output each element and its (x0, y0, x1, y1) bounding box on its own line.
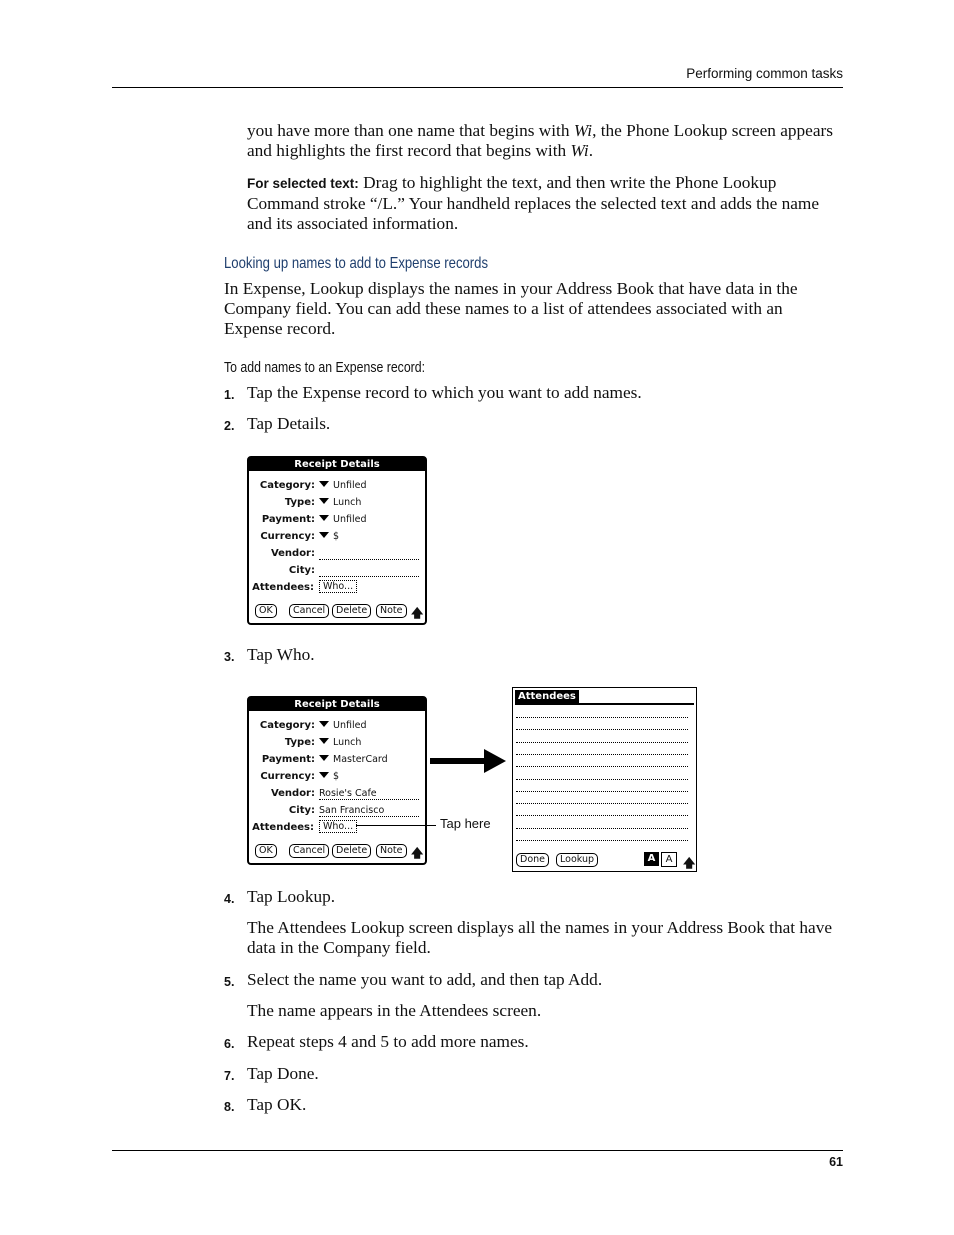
payment-row[interactable] (249, 514, 425, 530)
field-label: Attendees: (252, 822, 314, 833)
step-number: 7. (224, 1069, 235, 1083)
field-label: Category: (259, 720, 315, 731)
intro-paragraph (247, 121, 843, 161)
field-value: Unfiled (333, 514, 367, 525)
selected-text-paragraph (247, 173, 843, 234)
field-value: $ (333, 771, 340, 782)
currency-row[interactable] (249, 531, 425, 547)
city-row (249, 565, 425, 581)
step-number: 1. (224, 388, 235, 402)
section-body: In Expense, Lookup displays the names in your Address Book that have data in the Company field. You can add these names to a list of attendees associated with an Expense record. (224, 279, 798, 338)
field-label: Payment: (261, 754, 315, 765)
field-value: Unfiled (333, 480, 367, 491)
note-button[interactable]: Note (376, 844, 407, 858)
vendor-underline (319, 799, 419, 800)
page-footer (112, 1150, 843, 1169)
up-arrow-icon: 🡅 (411, 846, 424, 860)
vendor-field[interactable]: Rosie's Cafe (319, 788, 377, 799)
dropdown-arrow-icon (319, 755, 329, 761)
type-picker[interactable] (319, 497, 361, 508)
attendee-line[interactable] (516, 840, 688, 841)
dropdown-arrow-icon (319, 772, 329, 778)
right-arrow-icon (430, 747, 508, 775)
up-arrow-icon: 🡅 (683, 856, 696, 870)
attendee-line[interactable] (516, 717, 688, 718)
field-label: Category: (259, 480, 315, 491)
field-label: Type: (284, 497, 315, 508)
currency-row[interactable] (249, 771, 425, 787)
vendor-underline (319, 559, 419, 560)
attendee-line[interactable] (516, 828, 688, 829)
button-bar (253, 844, 423, 858)
field-label: Vendor: (270, 548, 315, 559)
payment-picker[interactable] (319, 514, 366, 525)
field-label: Payment: (261, 514, 315, 525)
city-underline (319, 816, 419, 817)
step-note: The Attendees Lookup screen displays all the names in your Address Book that have data in the Company field. (247, 918, 833, 957)
text-run: . (588, 141, 594, 160)
callout-label: Tap here (440, 816, 491, 831)
italic-run: Wi (573, 121, 593, 140)
done-button[interactable]: Done (516, 853, 549, 867)
category-picker[interactable] (319, 480, 366, 491)
italic-run: Wi (570, 141, 589, 160)
field-label: City: (288, 805, 315, 816)
ok-button[interactable]: OK (255, 844, 277, 858)
field-label: Vendor: (270, 788, 315, 799)
uppercase-mode-icon[interactable]: A (644, 852, 659, 866)
step-number: 8. (224, 1100, 235, 1114)
cancel-button[interactable]: Cancel (289, 844, 329, 858)
section-heading: Looking up names to add to Expense records (224, 255, 489, 272)
currency-picker[interactable] (319, 531, 339, 542)
running-header (112, 64, 843, 88)
category-row[interactable] (249, 480, 425, 496)
section-name: Performing common tasks (686, 66, 843, 81)
field-label: Type: (284, 737, 315, 748)
delete-button[interactable]: Delete (332, 844, 371, 858)
field-value: Lunch (333, 737, 362, 748)
type-picker[interactable] (319, 737, 361, 748)
callout-line (356, 825, 436, 826)
field-value: MasterCard (333, 754, 388, 765)
step-note: The name appears in the Attendees screen. (247, 1001, 542, 1020)
step-number: 2. (224, 419, 235, 433)
vendor-row (249, 548, 425, 564)
up-arrow-icon: 🡅 (411, 606, 424, 620)
note-button[interactable]: Note (376, 604, 407, 618)
delete-button[interactable]: Delete (332, 604, 371, 618)
text-run: you have more than one name that begins with (247, 121, 574, 140)
attendee-line[interactable] (516, 742, 688, 743)
field-value: Unfiled (333, 720, 367, 731)
field-value: $ (333, 531, 340, 542)
ok-button[interactable]: OK (255, 604, 277, 618)
attendee-line[interactable] (516, 754, 688, 755)
field-label: Attendees: (252, 582, 314, 593)
dropdown-arrow-icon (319, 498, 329, 504)
dropdown-arrow-icon (319, 481, 329, 487)
procedure-title: To add names to an Expense record: (224, 359, 426, 376)
receipt-details-screen (247, 456, 427, 625)
cancel-button[interactable]: Cancel (289, 604, 329, 618)
step-text: Tap Details. (247, 414, 331, 433)
field-label: City: (288, 565, 315, 576)
attendees-row (249, 582, 425, 598)
category-picker[interactable] (319, 720, 366, 731)
city-row (249, 805, 425, 821)
attendee-line[interactable] (516, 791, 688, 792)
type-row[interactable] (249, 737, 425, 753)
run-in-heading: For selected text: (247, 176, 359, 191)
lowercase-mode-icon[interactable]: A (661, 852, 677, 867)
type-row[interactable] (249, 497, 425, 513)
step-number: 6. (224, 1037, 235, 1051)
step-text: Tap Lookup. (247, 887, 336, 906)
category-row[interactable] (249, 720, 425, 736)
attendees-screen (512, 687, 697, 872)
text-run: Drag to highlight the text, and then write the Phone Lookup Command stroke “/L.” Your handheld replaces the selected text and adds the name and its associated information. (247, 173, 820, 233)
attendee-line[interactable] (516, 803, 688, 804)
dropdown-arrow-icon (319, 532, 329, 538)
step-number: 3. (224, 650, 235, 664)
attendee-line[interactable] (516, 779, 688, 780)
field-value: Lunch (333, 497, 362, 508)
step-text: Tap Done. (247, 1064, 319, 1083)
vendor-row (249, 788, 425, 804)
dropdown-arrow-icon (319, 515, 329, 521)
field-label: Currency: (260, 531, 315, 542)
city-field[interactable]: San Francisco (319, 805, 385, 816)
step-text: Select the name you want to add, and then tap Add. (247, 970, 603, 989)
button-bar (253, 604, 423, 618)
receipt-details-filled-screen (247, 696, 427, 865)
text-run: , the Phone Lookup screen appears and highlights the first record that begins with (247, 121, 833, 160)
screen-title: Attendees (515, 690, 579, 703)
dropdown-arrow-icon (319, 738, 329, 744)
step-text: Repeat steps 4 and 5 to add more names. (247, 1032, 529, 1051)
who-button[interactable]: Who... (319, 580, 357, 593)
currency-picker[interactable] (319, 771, 339, 782)
screen-title: Receipt Details (249, 458, 425, 471)
city-underline (319, 576, 419, 577)
who-button[interactable]: Who... (319, 820, 357, 833)
payment-row[interactable] (249, 754, 425, 770)
step-text: Tap OK. (247, 1095, 307, 1114)
attendee-line[interactable] (516, 729, 688, 730)
field-label: Currency: (260, 771, 315, 782)
page-number: 61 (829, 1155, 843, 1169)
screen-title: Receipt Details (249, 698, 425, 711)
payment-picker[interactable] (319, 754, 388, 765)
step-number: 5. (224, 975, 235, 989)
step-text: Tap the Expense record to which you want to add names. (247, 383, 642, 402)
title-rule (515, 703, 694, 705)
attendee-line[interactable] (516, 766, 688, 767)
dropdown-arrow-icon (319, 721, 329, 727)
step-number: 4. (224, 892, 235, 906)
step-text: Tap Who. (247, 645, 315, 664)
lookup-button[interactable]: Lookup (556, 853, 598, 867)
attendee-line[interactable] (516, 815, 688, 816)
